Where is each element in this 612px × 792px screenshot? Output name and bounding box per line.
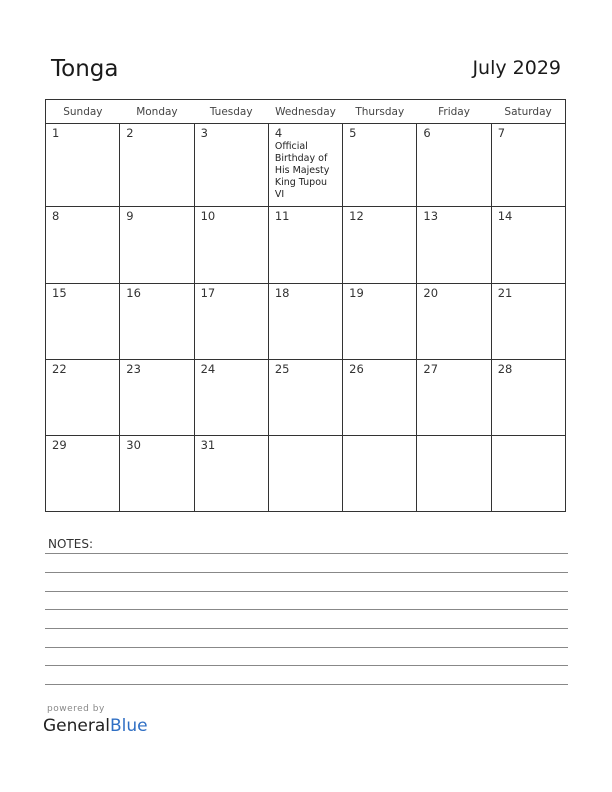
day-number: 14 [497,209,513,224]
brand-general: General [43,716,110,736]
weekday-wednesday: Wednesday [268,100,342,124]
day-number: 26 [349,361,364,376]
day-number: 20 [423,285,439,300]
day-number: 13 [423,209,439,224]
day-number: 21 [497,285,513,300]
week-row [46,435,566,511]
day-cell [343,207,417,283]
note-line [45,572,568,573]
week-row [46,283,566,359]
day-cell [120,124,194,207]
day-cell [417,124,491,207]
day-cell [120,283,194,359]
day-cell [343,435,417,511]
day-cell [120,435,194,511]
day-cell [120,359,194,435]
note-line [45,591,568,592]
weekday-thursday: Thursday [343,100,417,124]
day-number: 11 [274,209,290,224]
holiday-event: Official Birthday of His Majesty King Tupou VI [274,141,330,200]
day-cell [491,124,565,207]
day-cell [417,283,491,359]
day-cell [268,359,342,435]
day-number: 10 [200,209,216,224]
day-cell [343,124,417,207]
day-cell [491,207,565,283]
day-cell [194,359,268,435]
week-row [46,359,566,435]
day-cell [491,435,565,511]
day-cell [46,435,120,511]
day-number: 19 [349,285,364,300]
note-line [45,647,568,648]
weekday-monday: Monday [120,100,194,124]
day-number: 22 [52,361,67,376]
brand-logo [43,716,148,736]
weekday-tuesday: Tuesday [194,100,268,124]
day-number: 3 [200,126,208,140]
note-line [45,684,568,685]
note-line [45,553,568,554]
day-cell [268,283,342,359]
day-cell [46,359,120,435]
notes-label: NOTES: [48,537,93,551]
day-cell [46,207,120,283]
weekday-friday: Friday [417,100,491,124]
day-number: 2 [126,126,134,140]
day-number: 28 [497,361,513,376]
day-number: 6 [423,126,431,140]
day-cell [491,359,565,435]
day-number: 5 [349,126,357,140]
calendar-month: July 2029 [472,57,561,79]
day-number: 17 [200,285,216,300]
day-number: 25 [274,361,290,376]
day-number: 7 [497,126,506,140]
weekday-saturday: Saturday [491,100,565,124]
brand-blue: Blue [110,716,148,736]
week-row [46,124,566,207]
day-number: 23 [126,361,141,376]
day-number: 15 [52,285,67,300]
weekday-header-row [46,100,566,124]
day-number: 30 [126,437,141,452]
calendar-grid [45,99,566,512]
week-row [46,207,566,283]
note-line [45,609,568,610]
day-cell [268,435,342,511]
day-number: 27 [423,361,439,376]
day-cell [194,207,268,283]
day-cell [491,283,565,359]
powered-by-text: powered by [47,704,105,714]
day-cell [417,435,491,511]
day-number: 9 [126,209,134,224]
day-number: 31 [200,437,216,452]
day-cell [120,207,194,283]
day-cell [268,207,342,283]
day-number: 12 [349,209,364,224]
weekday-sunday: Sunday [46,100,120,124]
day-cell [194,435,268,511]
day-number: 29 [52,437,67,452]
day-number: 24 [200,361,216,376]
day-number: 1 [52,126,60,140]
calendar-title: Tonga [51,56,119,82]
day-cell [417,359,491,435]
day-cell [343,283,417,359]
day-cell [343,359,417,435]
day-cell [268,124,342,207]
note-line [45,628,568,629]
day-cell [46,124,120,207]
day-cell [417,207,491,283]
day-number: 4 [274,126,283,140]
day-cell [194,124,268,207]
note-line [45,665,568,666]
day-cell [46,283,120,359]
day-number: 16 [126,285,141,300]
day-cell [194,283,268,359]
day-number: 8 [52,209,60,224]
day-number: 18 [274,285,290,300]
